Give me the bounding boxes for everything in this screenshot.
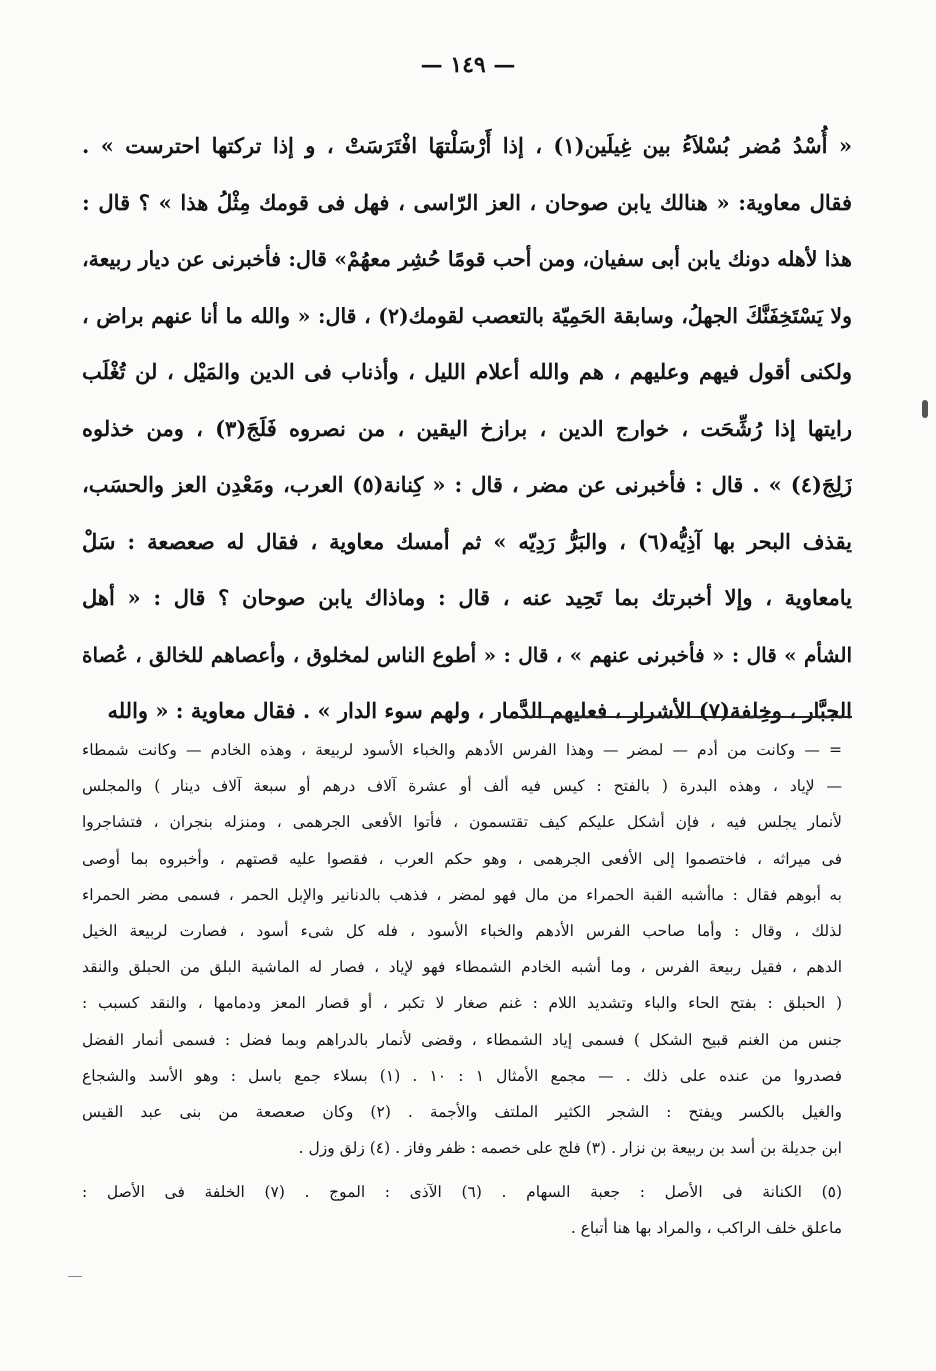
main-text-line: ولكنى أقول فيهم وعليهم ، هم والله أعلام الليل ، وأذناب فى الدين والمَيْل ، لن تُغْلَب bbox=[82, 359, 852, 384]
main-text-line: الشأم » قال : « فأخبرنى عنهم » ، قال : « أطوع الناس لمخلوق ، وأعصاهم للخالق ، عُصاة bbox=[82, 642, 852, 667]
main-text-line: فقال معاوية: « هنالك يابن صوحان ، العز الرّاسى ، فهل فى قومك مِثْلُ هذا » ؟ قال : bbox=[82, 189, 852, 215]
main-text-line: رايتها إذا رُشِّحَت ، خوارج الدين ، برازخ اليقين ، من نصروه فَلَجَ(٣) ، ومن خذلوه bbox=[82, 415, 852, 441]
footnote-line: لذلك ، وقال : وأما صاحب الفرس الأدهم والخباء الأسود ، فله كل شىء أسود ، فصارت لربيعة الخيل bbox=[82, 921, 842, 940]
main-text-line: يقذف البحر بها آذِيُّه(٦) ، والبَرُّ رَدِيّه » ثم أمسك معاوية ، فقال له صعصعة : سَلْ bbox=[82, 528, 852, 554]
footnote-line: جنس من الغنم قبيح الشكل ) فسمى إياد الشمطاء ، وقضى لأنمار بالدراهم وبما فضل : فسمى أنمار الفضل bbox=[82, 1030, 842, 1049]
margin-dash bbox=[68, 1276, 82, 1277]
page-number: — ١٤٩ — bbox=[420, 52, 516, 78]
footnote-line: فى ميراثه ، فاختصموا إلى الأفعى الجرهمى ، وهو حكم العرب ، فقصوا عليه قصتهم ، وأخبروه بما أوصى bbox=[82, 849, 842, 868]
main-text-line: « أُسْدُ مُضر بُسْلاَءُ بين غِيلَين(١) ، إذا أَرْسَلْتهَا افْتَرَسَتْ ، و إذا تركتها احترست » . bbox=[82, 133, 852, 158]
main-text-line: زَلِجَ(٤) » . قال : فأخبرنى عن مضر ، قال : « كِنانة(٥) العرب، ومَعْدِن العز والحسَب، bbox=[82, 472, 852, 497]
main-text-block bbox=[82, 118, 852, 740]
main-text-line: يامعاوية ، وإلا أخبرتك بما تَحِيد عنه ، قال : وماذاك يابن صوحان ؟ قال : « أهل bbox=[82, 585, 852, 610]
footnote-line: لأنمار يجلس فيه ، فإن أشكل عليكم كيف تقتسمون ، فأتوا الأفعى الجرهمى ، ومنزله بنجران ، فتشاجروا bbox=[82, 813, 842, 832]
main-text-line: هذا لأهله دونك يابن أبى سفيان، ومن أحب قومًا حُشِر معهُمْ» قال: فأخبرنى عن ديار ربيعة، bbox=[82, 247, 852, 271]
footnote-line: = — وكانت من أدم — لمضر — وهذا الفرس الأدهم والخباء الأسود لربيعة ، وهذه الخادم — وكانت شمطاء bbox=[82, 741, 842, 759]
footnote-line: الدهم ، فقيل ربيعة الفرس ، وما أشبه الخادم الشمطاء فهو لإياد ، فصار له الماشية البلق من الحبلق والنقد bbox=[82, 958, 842, 977]
footnotes-block bbox=[82, 732, 842, 1247]
footnote-line: ( الحبلق : بفتح الحاء والباء وتشديد اللام : غنم صغار لا تكبر ، أو قصار المعز ودمامها ، والنقد كسبب : bbox=[82, 994, 842, 1013]
footnote-line: ماعلق خلف الراكب ، والمراد بها هنا أتباع . bbox=[570, 1219, 842, 1238]
footnote-gap bbox=[82, 1166, 842, 1174]
main-text-line: الجبَّار ، وخِلفة(٧) الأشرار ، فعليهم الدَّمار ، ولهم سوء الدار » . فقال معاوية : « والله bbox=[107, 698, 852, 723]
footnote-line: فصدروا من عنده على ذلك . — مجمع الأمثال ١ : ١٠ . (١) بسلاء جمع باسل : وهو الأسد والشجاع bbox=[82, 1066, 842, 1085]
footnote-line: والغيل بالكسر ويفتح : الشجر الكثير الملتف والأجمة . (٢) وكان صعصعة من بنى عبد القيس bbox=[82, 1102, 842, 1121]
main-text-line: ولا يَسْتَخِفَنَّكَ الجهلُ، وسابقة الحَمِيّة بالتعصب لقومك(٢) ، قال: « والله ما أنا عنهم براض ، bbox=[82, 303, 852, 328]
footnote-line: ابن جديلة بن أسد بن ربيعة بن نزار . (٣) فلج على خصمه : ظفر وفاز . (٤) زلق وزل . bbox=[298, 1139, 842, 1158]
footnote-line: — لإياد ، وهذه البدرة ( بالفتح : كيس فيه ألف أو عشرة آلاف درهم أو سبعة آلاف دينار ) والمجلس bbox=[82, 777, 842, 796]
footnote-line: به أبوهم فقال : ماأشبه القبة الحمراء من مال فهو لمضر ، فذهب بالدنانير والإبل الحمر ، فسمى مضر الحمراء bbox=[82, 885, 842, 904]
footnote-separator bbox=[512, 716, 852, 718]
footnote-line: (٥) الكنانة فى الأصل : جعبة السهام . (٦) الآذى : الموج . (٧) الخلفة فى الأصل : bbox=[82, 1183, 842, 1202]
page-edge-mark bbox=[922, 400, 928, 418]
